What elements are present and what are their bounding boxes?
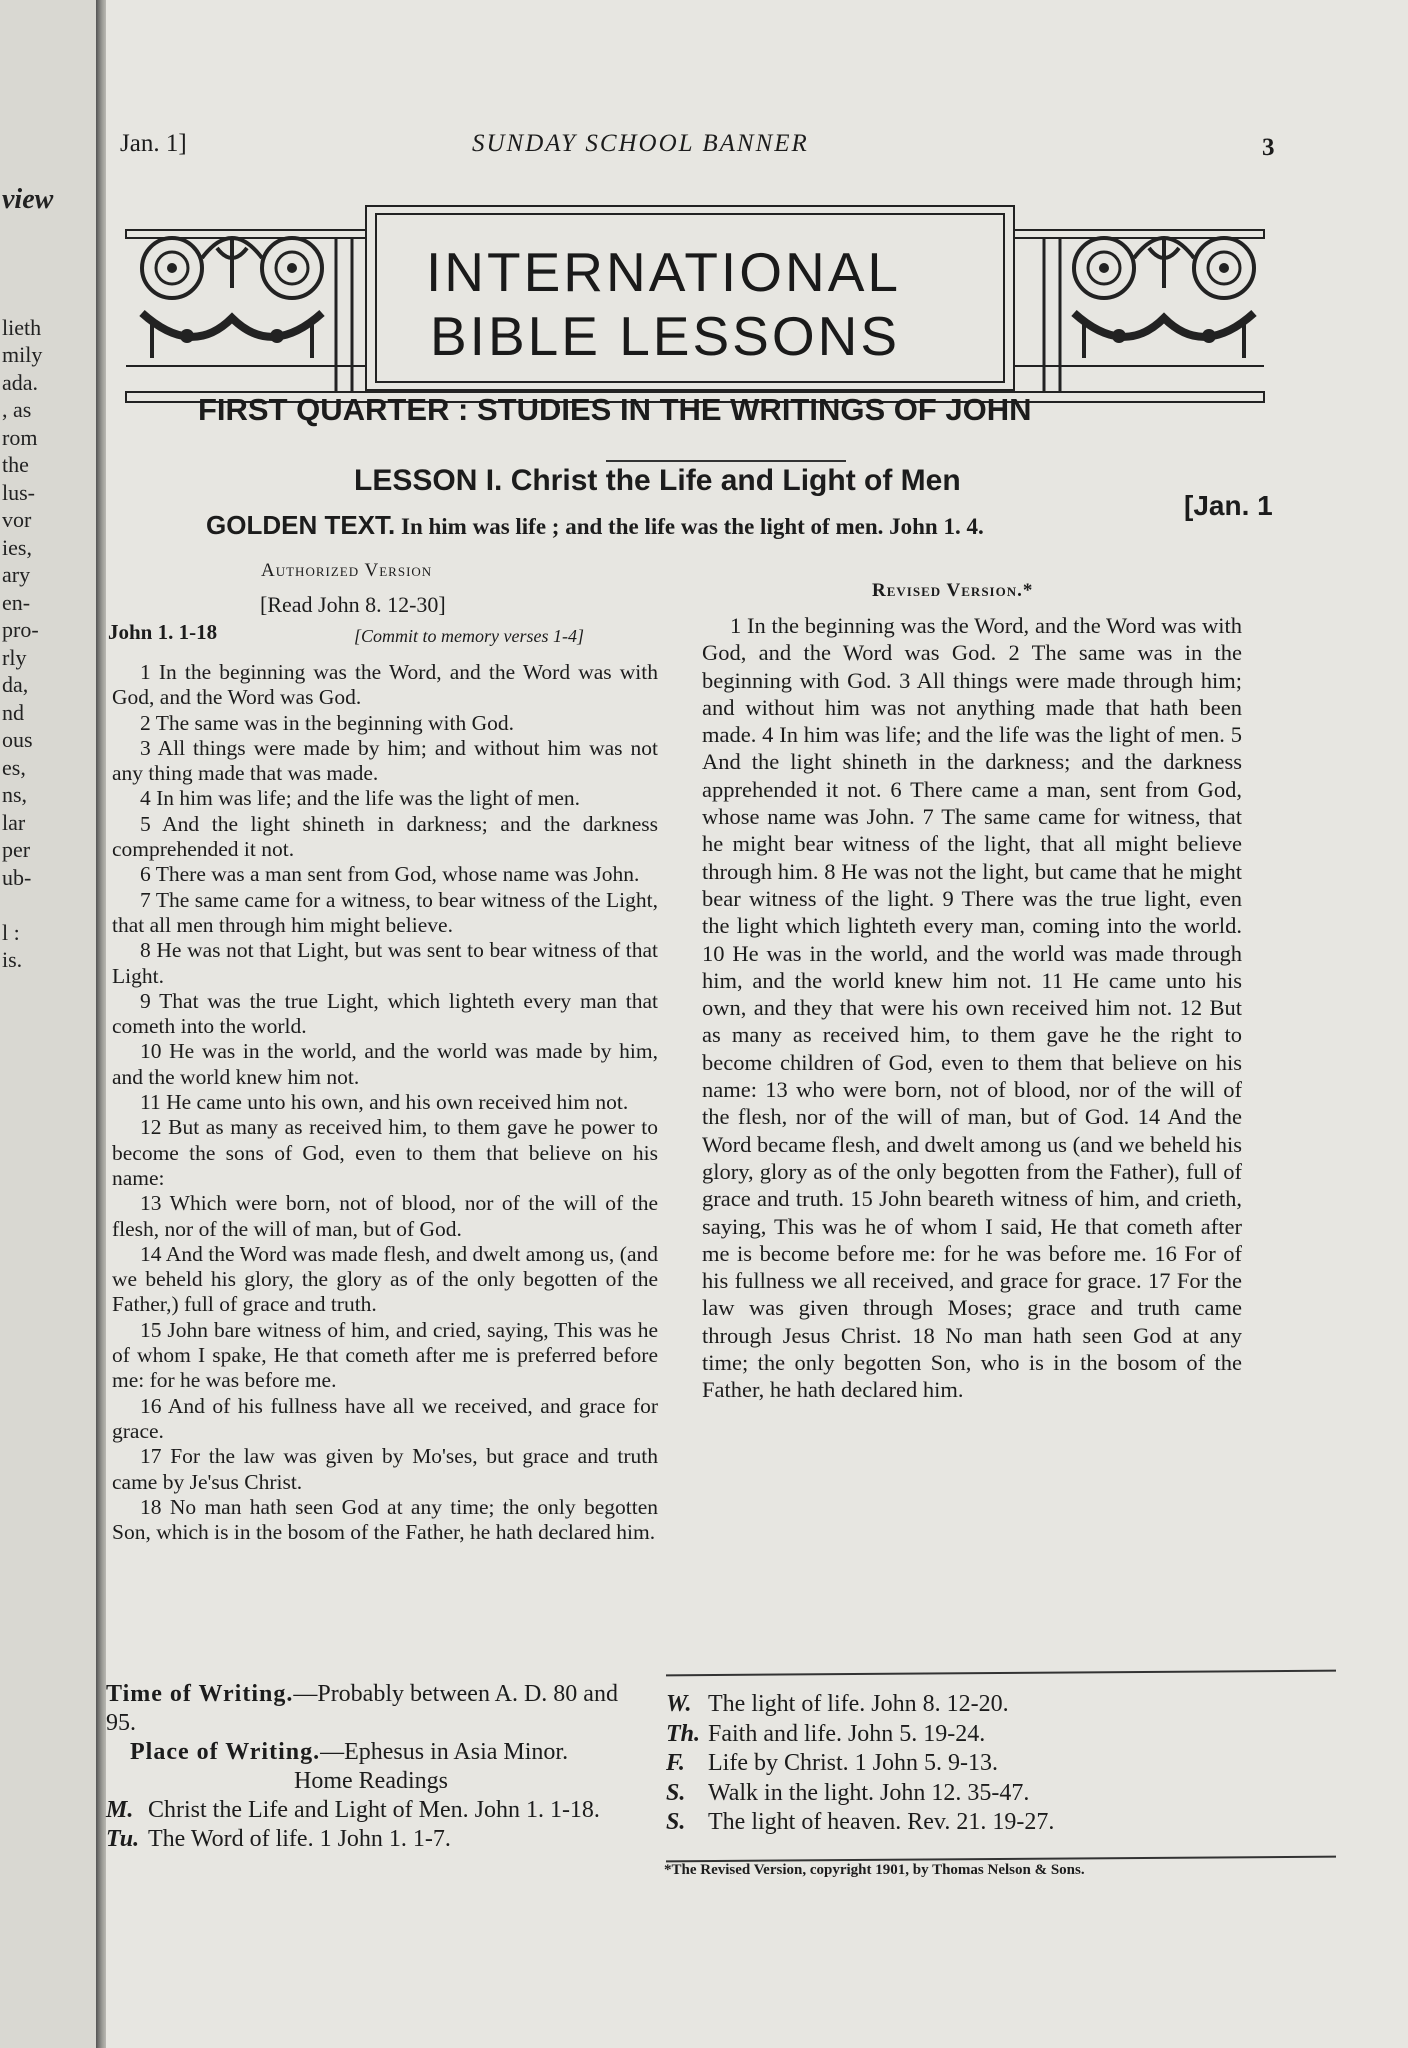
facing-page-text: lieth	[2, 314, 42, 340]
verse: 16 And of his fullness have all we received, and grace for grace.	[112, 1393, 658, 1443]
reading-day: S.	[666, 1779, 686, 1806]
running-head	[120, 130, 1320, 170]
reading-text: Life by Christ. 1 John 5. 9-13.	[708, 1750, 998, 1776]
facing-page-fragment	[0, 0, 100, 2048]
facing-page-text: ada.	[2, 369, 39, 395]
verse: 15 John bare witness of him, and cried, saying, This was he of whom I spake, He that cometh after me is preferred before me: for he was before me.	[112, 1317, 658, 1393]
home-reading	[666, 1720, 1306, 1750]
reading-day: S.	[666, 1809, 686, 1835]
reading-text: The Word of life. 1 John 1. 1-7.	[148, 1826, 451, 1852]
facing-page-text: rom	[2, 424, 38, 450]
home-reading	[666, 1779, 1306, 1809]
read-reference: [Read John 8. 12-30]	[260, 592, 446, 617]
verse: 9 That was the true Light, which lighteth every man that cometh into the world.	[112, 988, 658, 1039]
reading-day: Th.	[666, 1720, 701, 1747]
place-of-writing-text: —Ephesus in Asia Minor.	[320, 1739, 569, 1765]
home-reading	[666, 1808, 1306, 1838]
home-readings-title: Home Readings	[294, 1768, 448, 1794]
place-of-writing-label: Place of Writing.	[130, 1739, 321, 1765]
facing-page-text: vor	[2, 507, 32, 532]
left-ornament-icon	[132, 218, 332, 368]
facing-page-text: mily	[2, 342, 43, 367]
home-readings-list-left	[106, 1796, 636, 1854]
verse: 4 In him was life; and the life was the light of men.	[140, 786, 581, 811]
reading-text: Faith and life. John 5. 19-24.	[708, 1720, 986, 1747]
reading-day: M.	[106, 1797, 134, 1823]
verse: 10 He was in the world, and the world was made by him, and the world knew him not.	[112, 1039, 658, 1089]
reading-text: Christ the Life and Light of Men. John 1. 1-18.	[148, 1797, 600, 1823]
facing-page-text: es,	[2, 754, 26, 780]
verse: 2 The same was in the beginning with God.	[140, 710, 515, 735]
time-of-writing-label: Time of Writing.	[106, 1681, 294, 1707]
verse: 18 No man hath seen God at any time; the only begotten Son, which is in the bosom of the Father, he hath declared him.	[112, 1494, 658, 1545]
home-reading	[666, 1690, 1306, 1720]
quarter-heading: FIRST QUARTER : STUDIES IN THE WRITINGS OF JOHN	[198, 392, 1032, 427]
memory-verses-note: [Commit to memory verses 1-4]	[354, 626, 584, 646]
facing-page-text: rly	[2, 644, 27, 670]
facing-page-text: lar	[2, 809, 26, 835]
facing-page-text: en-	[2, 589, 31, 615]
verse: 1 In the beginning was the Word, and the Word was with God, and the Word was God.	[112, 660, 658, 710]
revised-version-heading: Revised Version.*	[872, 580, 1034, 601]
reading-day: F.	[666, 1750, 685, 1776]
authorized-version-text	[112, 660, 658, 1545]
authorized-version-heading: Authorized Version	[261, 560, 433, 581]
facing-page-text: per	[2, 837, 31, 862]
revised-version-text	[702, 612, 1242, 1404]
verse: 7 The same came for a witness, to bear witness of the Light, that all men through him might believe.	[112, 887, 658, 937]
facing-page-text: ous	[2, 727, 33, 752]
page-number: 3	[1262, 134, 1275, 161]
facing-page-text: view	[2, 184, 54, 215]
facing-page-text: ary	[2, 562, 31, 587]
verse: 14 And the Word was made flesh, and dwelt among us, (and we beheld his glory, the glory as of the only begotten of the Father,) full of grace and truth.	[112, 1241, 658, 1317]
heading-rule	[606, 460, 846, 462]
facing-page-text: pro-	[2, 617, 39, 642]
golden-text-label: GOLDEN TEXT.	[206, 510, 396, 540]
right-ornament-icon	[1064, 218, 1264, 368]
home-reading	[106, 1796, 636, 1825]
place-of-writing	[106, 1738, 636, 1767]
facing-page-text: is.	[2, 947, 23, 972]
facing-page-text: the	[2, 452, 29, 477]
lesson-date: [Jan. 1	[1184, 490, 1273, 521]
reading-text: The light of heaven. Rev. 21. 19-27.	[708, 1809, 1055, 1835]
facing-page-text: , as	[2, 397, 32, 422]
scripture-reference: John 1. 1-18	[108, 620, 218, 644]
reading-text: The light of life. John 8. 12-20.	[708, 1691, 1009, 1717]
column-rule	[666, 1670, 1336, 1677]
banner	[124, 196, 1268, 406]
facing-page-text: nd	[2, 699, 24, 725]
reading-day: W.	[666, 1691, 692, 1717]
lesson-notes	[106, 1680, 636, 1854]
facing-page-text: ub-	[2, 864, 32, 890]
facing-page-text: l :	[2, 919, 20, 945]
golden-text	[206, 510, 1306, 541]
verse: 3 All things were made by him; and without him was not any thing made that was made.	[112, 735, 658, 786]
reading-text: Walk in the light. John 12. 35-47.	[708, 1779, 1030, 1806]
verse: 6 There was a man sent from God, whose name was John.	[140, 862, 640, 887]
verse: 12 But as many as received him, to them gave he power to become the sons of God, even to them that believe on his name:	[112, 1115, 658, 1190]
time-of-writing	[106, 1680, 636, 1738]
home-reading	[666, 1749, 1306, 1779]
banner-title-line2: BIBLE LESSONS	[430, 305, 901, 367]
footnote: *The Revised Version, copyright 1901, by Thomas Nelson & Sons.	[664, 1862, 1085, 1878]
page	[106, 0, 1408, 2048]
facing-page-text: lus-	[2, 479, 35, 505]
time-of-writing-text: —Probably between A. D. 80 and 95.	[106, 1681, 618, 1736]
lesson-title: LESSON I. Christ the Life and Light of Men	[354, 464, 961, 497]
home-reading	[106, 1825, 636, 1854]
facing-page-text: da,	[2, 672, 29, 697]
golden-text-body: In him was life ; and the life was the light of men.	[401, 514, 884, 539]
revised-version-paragraph: 1 In the beginning was the Word, and the Word was with God, and the Word was God. 2 The same was in the beginning with God. 3 All things were made through him; and without him was not anything made that hath been made. 4 In him was life; and the life was the light of men. 5 And the light shineth in the darkness; and the darkness apprehended it not. 6 There came a man, sent from God, whose name was John. 7 The same came for witness, that he might bear witness of the light, that all might believe through him. 8 He was not the light, but came that he might bear witness of the light. 9 There was the true light, even the light which lighteth every man, coming into the world. 10 He was in the world, and the world was made through him, and the world knew him not. 11 He came unto his own, and they that were his own received him not. 12 But as many as received him, to them gave he the right to become children of God, even to them that believe on his name: 13 who were born, not of blood, nor of the will of the flesh, nor of the will of man, but of God. 14 And the Word became flesh, and dwelt among us (and we beheld his glory, glory as of the only begotten from the Father), full of grace and truth. 15 John beareth witness of him, and crieth, saying, This was he of whom I said, He that cometh after me is become before me: for he was before me. 16 For of his fullness we all received, and grace for grace. 17 For the law was given through Moses; grace and truth came through Jesus Christ. 18 No man hath seen God at any time; the only begotten Son, who is in the bosom of the Father, he hath declared him.	[702, 613, 1242, 1403]
verse: 13 Which were born, not of blood, nor of the will of the flesh, nor of the will of man, but of God.	[112, 1191, 658, 1241]
facing-page-text: ies,	[2, 534, 32, 560]
reading-day: Tu.	[106, 1826, 140, 1852]
verse: 11 He came unto his own, and his own received him not.	[140, 1090, 629, 1115]
facing-page-text: ns,	[2, 782, 28, 807]
running-head-date: Jan. 1]	[120, 130, 187, 157]
golden-text-ref: John 1. 4.	[889, 514, 984, 539]
running-head-title: SUNDAY SCHOOL BANNER	[472, 130, 809, 157]
verse: 8 He was not that Light, but was sent to bear witness of that Light.	[112, 938, 658, 988]
banner-title-line1: INTERNATIONAL	[426, 241, 901, 303]
verse: 17 For the law was given by Mo'ses, but grace and truth came by Je'sus Christ.	[112, 1444, 658, 1494]
verse: 5 And the light shineth in darkness; and the darkness comprehended it not.	[112, 811, 658, 862]
home-readings-list-right	[666, 1690, 1306, 1838]
